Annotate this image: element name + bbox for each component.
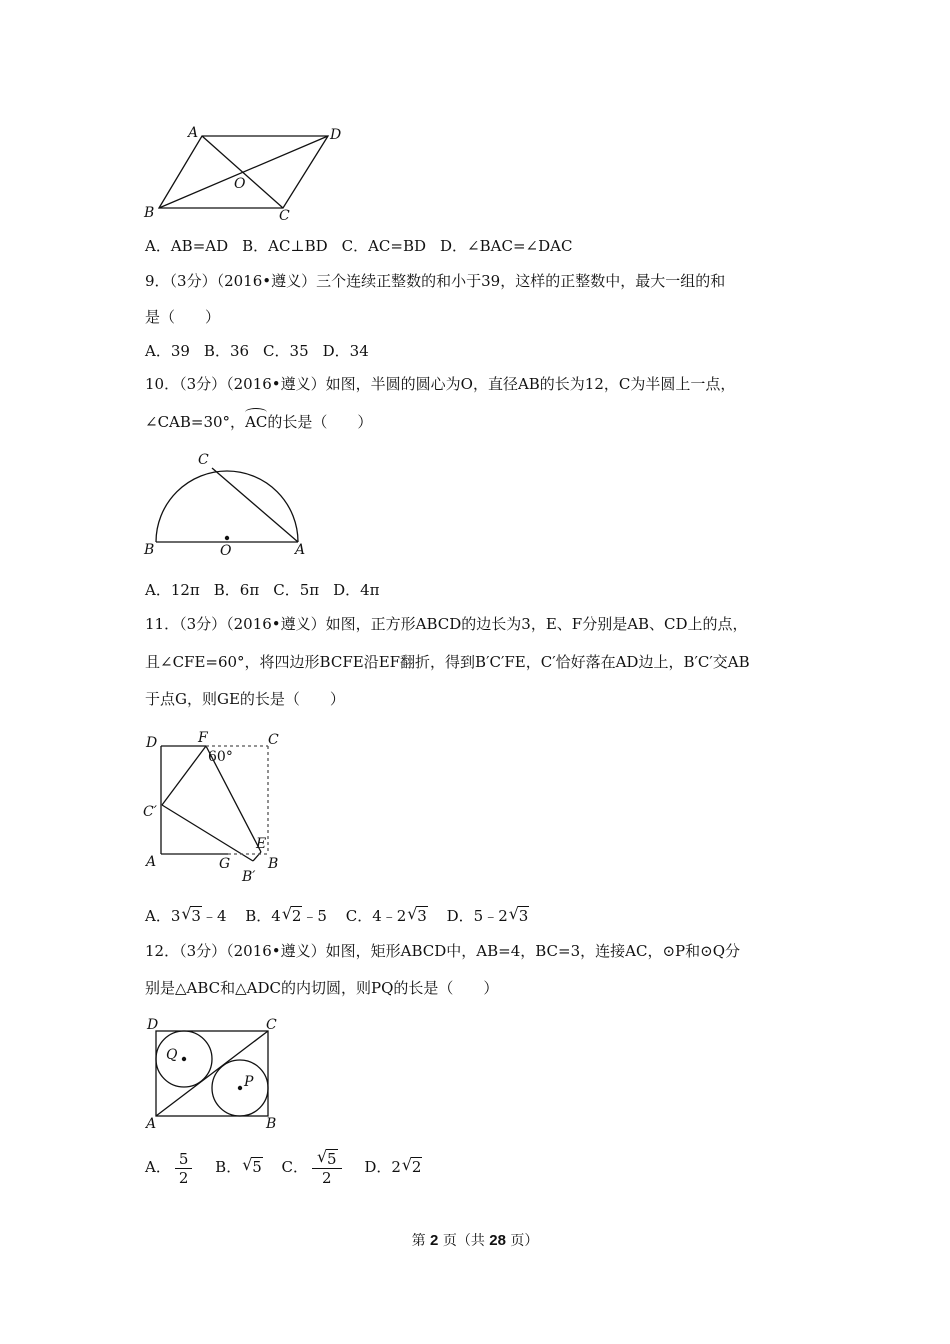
q9-stem-line2: 是（ ） — [145, 308, 221, 326]
q9-stem-line1: 9．（3分）（2016•遵义）三个连续正整数的和小于39，这样的正整数中，最大一组的和 — [145, 272, 726, 290]
q10-angle-text: ∠CAB=30°， — [145, 413, 246, 431]
q12-option-d: D．2 √ 2 — [364, 1155, 422, 1176]
q10-stem-tail: 的长是（ ） — [267, 413, 373, 431]
q10-label-a: A — [295, 542, 306, 558]
q11-edge-fc1 — [162, 746, 206, 805]
q11-stem-line3: 于点G，则GE的长是（ ） — [145, 690, 345, 708]
q11-options — [145, 906, 543, 926]
current-page-number: 2 — [430, 1232, 439, 1249]
q12-label-p: P — [244, 1074, 254, 1090]
q11-option-c: C．4﹣2 √ 3 — [345, 904, 427, 925]
q8-option-d: D．∠BAC=∠DAC — [440, 237, 573, 255]
q9-option-b: B．36 — [203, 342, 250, 360]
q11-label-c-prime: C′ — [143, 804, 157, 820]
q8-option-a: A．AB=AD — [145, 237, 229, 255]
q11-label-b: B — [268, 856, 279, 872]
q12-options — [145, 1148, 436, 1187]
q8-label-b: B — [144, 205, 155, 221]
q12-label-b: B — [266, 1116, 277, 1132]
q12-option-c: C． √ 5 2 — [282, 1148, 346, 1187]
q8-parallelogram-figure — [140, 125, 360, 229]
q11-label-c: C — [268, 732, 279, 748]
q12-center-q — [182, 1057, 186, 1061]
q12-label-q: Q — [166, 1047, 178, 1063]
q11-folded-square-figure — [140, 728, 290, 892]
q9-option-c: C．35 — [263, 342, 309, 360]
q11-label-f: F — [198, 730, 208, 746]
q10-option-d: D．4π — [333, 581, 380, 599]
q12-rectangle-incircles-figure — [140, 1012, 290, 1136]
q10-options — [145, 580, 394, 600]
q8-option-b: B．AC⊥BD — [242, 237, 328, 255]
q12-label-d: D — [147, 1017, 159, 1033]
q8-label-o: O — [234, 176, 246, 192]
q11-angle-label: 60° — [208, 749, 233, 765]
q10-option-c: C．5π — [273, 581, 320, 599]
q11-label-g: G — [219, 856, 231, 872]
page-footer: 第 2 页（共 28 页） — [411, 1232, 539, 1249]
q12-option-b: B． √ 5 — [215, 1155, 262, 1176]
q11-label-d: D — [146, 735, 158, 751]
q12-label-c: C — [266, 1017, 277, 1033]
q9-option-a: A．39 — [145, 342, 190, 360]
q10-center-point — [225, 536, 229, 540]
q9-option-d: D．34 — [322, 342, 369, 360]
q11-option-a: A．3 √ 3﹣4 — [145, 904, 227, 925]
q11-stem-line1: 11．（3分）（2016•遵义）如图，正方形ABCD的边长为3，E、F分别是AB、CD上的点， — [145, 615, 748, 633]
q12-label-a: A — [146, 1116, 157, 1132]
q8-label-d: D — [330, 127, 342, 143]
q11-edge-c1b1 — [162, 805, 253, 861]
q10-label-o: O — [220, 543, 232, 559]
q11-edge-eb1 — [253, 852, 261, 861]
q12-option-a: A． $\frac{5}{2}$ — [145, 1148, 196, 1187]
q11-label-b-prime: B′ — [242, 869, 256, 885]
q12-center-p — [238, 1086, 242, 1090]
q10-label-c: C — [198, 452, 209, 468]
q10-stem-line1: 10．（3分）（2016•遵义）如图，半圆的圆心为O，直径AB的长为12，C为半圆上一点， — [145, 375, 736, 393]
q10-chord-ca — [212, 468, 298, 542]
q8-options — [145, 236, 586, 256]
q10-stem-line2 — [145, 412, 372, 432]
q9-options — [145, 341, 383, 361]
q12-stem-line2: 别是△ABC和△ADC的内切圆，则PQ的长是（ ） — [145, 979, 499, 997]
q8-diagonal-bd — [159, 136, 328, 208]
q12-stem-line1: 12．（3分）（2016•遵义）如图，矩形ABCD中，AB=4，BC=3，连接AC，⊙P和⊙Q分 — [145, 942, 740, 960]
q11-stem-line2: 且∠CFE=60°，将四边形BCFE沿EF翻折，得到B′C′FE，C′恰好落在AD边上，B′C′交AB — [145, 653, 750, 671]
q10-option-b: B．6π — [213, 581, 260, 599]
q11-option-d: D．5﹣2 √ 3 — [446, 904, 529, 925]
q11-label-a: A — [146, 854, 157, 870]
q8-label-a: A — [188, 125, 199, 141]
q10-option-a: A．12π — [145, 581, 200, 599]
q11-label-e: E — [256, 836, 267, 852]
q8-label-c: C — [279, 208, 290, 224]
q11-option-b: B．4 √ 2﹣5 — [245, 904, 327, 925]
q10-semicircle-figure — [140, 448, 320, 567]
q10-arc-ac: AC — [245, 413, 268, 431]
q10-label-b: B — [144, 542, 155, 558]
total-page-count: 28 — [489, 1232, 506, 1249]
q8-option-c: C．AC=BD — [341, 237, 427, 255]
